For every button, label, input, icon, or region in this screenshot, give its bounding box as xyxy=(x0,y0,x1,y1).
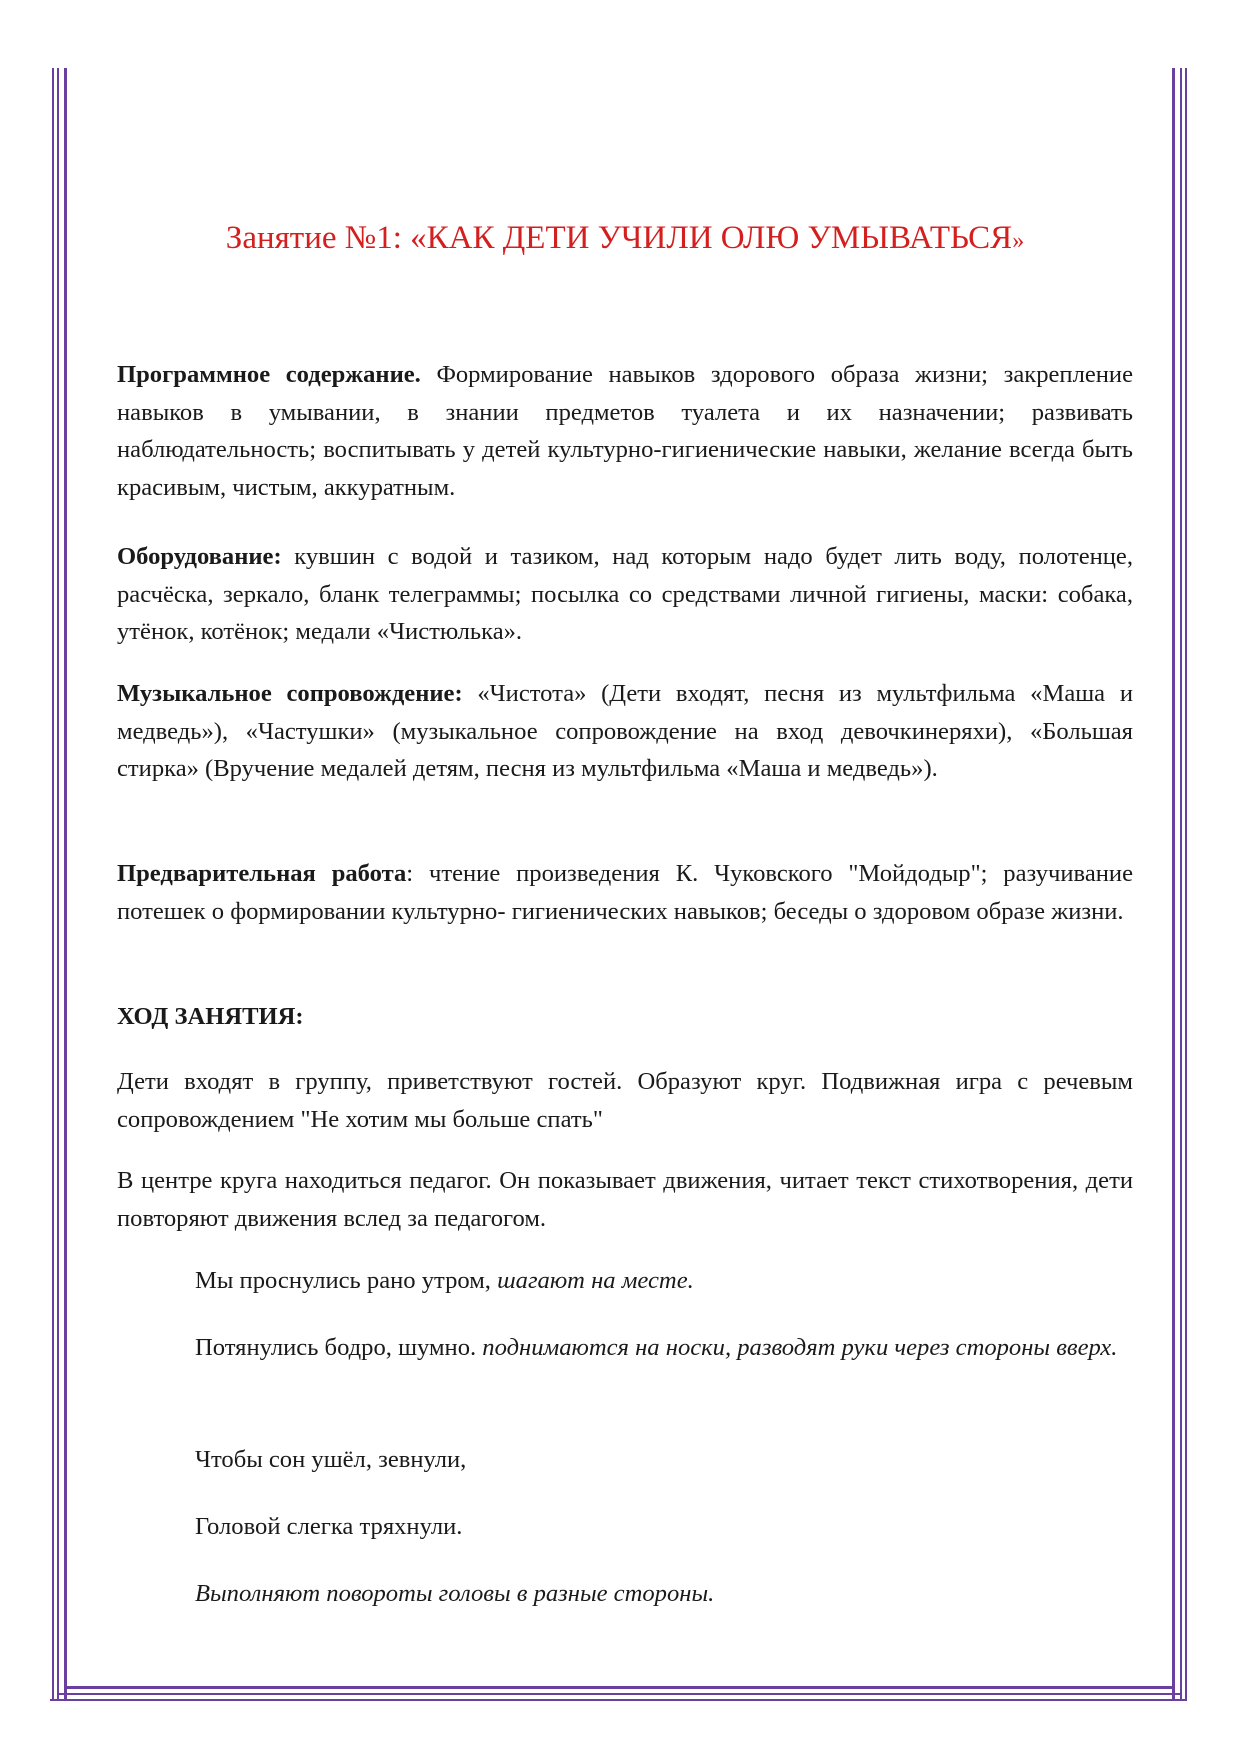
music-label: Музыкальное сопровождение: xyxy=(117,680,463,707)
equipment-paragraph xyxy=(117,538,1133,651)
frame-right-inner-line xyxy=(1172,68,1175,1700)
course-heading xyxy=(117,998,1133,1036)
equipment-text: кувшин с водой и тазиком, над которым надо будет лить воду, полотенце, расчёска, зеркало, бланк телеграммы; посылка со средствами личной гигиены, маски: собака, утёнок, котёнок; медали «Чистюлька». xyxy=(117,543,1133,645)
program-content-label: Программное содержание. xyxy=(117,361,421,388)
page-title-main: Занятие №1: «КАК ДЕТИ УЧИЛИ ОЛЮ УМЫВАТЬСЯ xyxy=(225,220,1013,256)
course-paragraph-2: В центре круга находиться педагог. Он показывает движения, читает текст стихотворения, дети повторяют движения вслед за педагогом. xyxy=(117,1167,1133,1232)
program-content-text: Формирование навыков здорового образа жизни; закрепление навыков в умывании, в знании предметов туалета и их назначении; развивать наблюдательность; воспитывать у детей культурно-гигиенические навыки, желание всегда быть красивым, чистым, аккуратным. xyxy=(117,361,1133,501)
frame-bottom-outer-line xyxy=(50,1699,1187,1701)
frame-left-outer-line xyxy=(52,68,54,1700)
course-paragraph-1: Дети входят в группу, приветствуют гостей. Образуют круг. Подвижная игра с речевым сопровождением "Не хотим мы больше спать" xyxy=(117,1068,1133,1133)
equipment-label: Оборудование: xyxy=(117,543,282,570)
preliminary-work-text: : чтение произведения К. Чуковского "Мойдодыр"; разучивание потешек о формировании культурно- гигиенических навыков; беседы о здоровом образе жизни. xyxy=(117,860,1133,925)
page-title xyxy=(117,218,1133,261)
verse-line-2-text: Потянулись бодро, шумно. xyxy=(195,1334,483,1361)
verse-line-2-action: поднимаются на носки, разводят руки через стороны вверх. xyxy=(482,1334,1118,1361)
verse-line-5-action: Выполняют повороты головы в разные стороны. xyxy=(195,1580,715,1607)
verse-line-1-text: Мы проснулись рано утром, xyxy=(195,1267,498,1294)
music-paragraph xyxy=(117,675,1133,788)
preliminary-work-paragraph xyxy=(117,855,1133,930)
verse-line-3: Чтобы сон ушёл, зевнули, xyxy=(195,1446,467,1473)
frame-bottom-inner-line xyxy=(64,1686,1175,1689)
page-title-closing-quote: » xyxy=(1012,228,1025,254)
frame-left-middle-line xyxy=(57,68,59,1700)
verse-line-1-action: шагают на месте. xyxy=(497,1267,694,1294)
program-content-paragraph xyxy=(117,356,1133,506)
verse-line-1 xyxy=(195,1262,1133,1300)
course-heading-text: ХОД ЗАНЯТИЯ: xyxy=(117,1003,304,1030)
preliminary-work-label: Предварительная работа xyxy=(117,860,407,887)
frame-right-outer-line xyxy=(1185,68,1187,1700)
frame-left-inner-line xyxy=(64,68,67,1700)
frame-bottom-middle-line xyxy=(57,1693,1182,1695)
music-text: «Чистота» (Дети входят, песня из мультфильма «Маша и медведь»), «Частушки» (музыкальное сопровождение на вход девочкинеряхи), «Большая стирка» (Вручение медалей детям, песня из мультфильма «Маша и медведь»). xyxy=(117,680,1133,782)
frame-right-middle-line xyxy=(1180,68,1182,1700)
verse-line-4: Головой слегка тряхнули. xyxy=(195,1513,463,1540)
verse-line-5 xyxy=(195,1575,1133,1613)
verse-line-2 xyxy=(195,1329,1133,1367)
